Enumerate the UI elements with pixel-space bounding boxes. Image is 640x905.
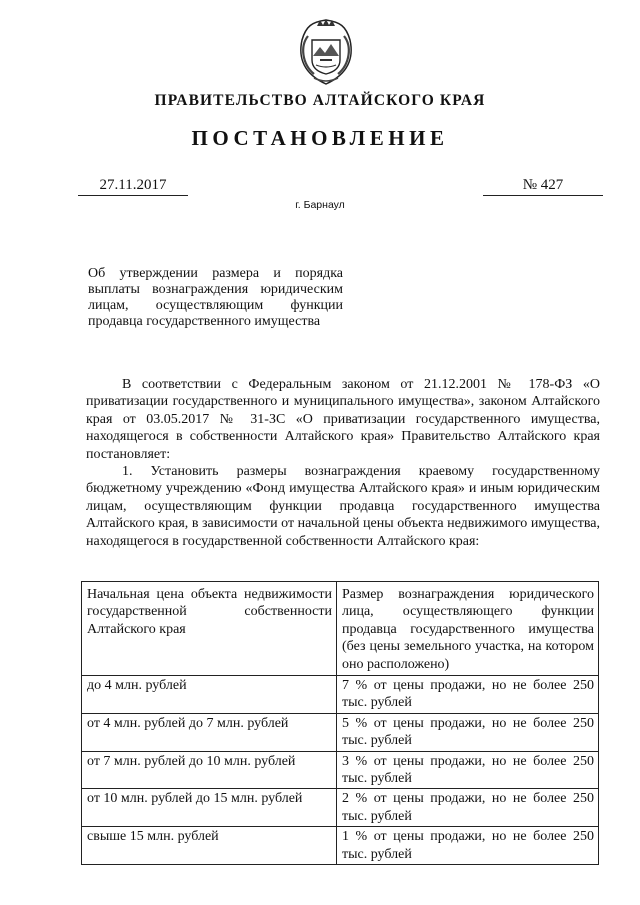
coat-of-arms-icon bbox=[290, 16, 362, 88]
table-cell: 7 % от цены продажи, но не более 250 тыс. рублей bbox=[337, 676, 599, 714]
clause-1-paragraph: 1. Установить размеры вознаграждения краевому государственному бюджетному учреждению «Фонд имущества Алтайского края» и иным юридическим лицам, осуществляющим функции продавца государственного имущества Алтайского края, в зависимости от начальной цены объекта недвижимого имущества, находящегося в государственной собственности Алтайского края: bbox=[86, 464, 600, 549]
table-header-cell: Начальная цена объекта недвижимости государственной собственности Алтайского края bbox=[82, 582, 337, 676]
table-cell: от 4 млн. рублей до 7 млн. рублей bbox=[82, 713, 337, 751]
government-title: ПРАВИТЕЛЬСТВО АЛТАЙСКОГО КРАЯ bbox=[154, 92, 486, 109]
table-row bbox=[82, 789, 599, 827]
table-cell: до 4 млн. рублей bbox=[82, 676, 337, 714]
table-row bbox=[82, 676, 599, 714]
table-cell: 2 % от цены продажи, но не более 250 тыс. рублей bbox=[337, 789, 599, 827]
table-cell: свыше 15 млн. рублей bbox=[82, 827, 337, 865]
fee-table bbox=[81, 581, 599, 865]
table-header-row bbox=[82, 582, 599, 676]
document-subject: Об утверждении размера и порядка выплаты вознаграждения юридическим лицам, осуществляющим функции продавца государственного имущества bbox=[88, 266, 343, 329]
table-row bbox=[82, 827, 599, 865]
table-row bbox=[82, 751, 599, 789]
document-body bbox=[86, 376, 600, 550]
document-city: г. Барнаул bbox=[295, 199, 345, 211]
table-header-cell: Размер вознаграждения юридического лица, осуществляющего функции продавца государственного имущества (без цены земельного участка, на котором оно расположено) bbox=[337, 582, 599, 676]
table-cell: от 10 млн. рублей до 15 млн. рублей bbox=[82, 789, 337, 827]
document-date: 27.11.2017 bbox=[78, 177, 188, 196]
table-cell: 5 % от цены продажи, но не более 250 тыс. рублей bbox=[337, 713, 599, 751]
table-row bbox=[82, 713, 599, 751]
table-cell: 3 % от цены продажи, но не более 250 тыс. рублей bbox=[337, 751, 599, 789]
table-cell: 1 % от цены продажи, но не более 250 тыс. рублей bbox=[337, 827, 599, 865]
document-type: ПОСТАНОВЛЕНИЕ bbox=[191, 126, 449, 150]
table-cell: от 7 млн. рублей до 10 млн. рублей bbox=[82, 751, 337, 789]
preamble-paragraph: В соответствии с Федеральным законом от 21.12.2001 № 178-ФЗ «О приватизации государственного и муниципального имущества», законом Алтайского края от 03.05.2017 № 31-ЗС «О приватизации государственного имущества, находящегося в собственности Алтайского края» Правительство Алтайского края постановляет: bbox=[86, 377, 600, 462]
document-number: № 427 bbox=[483, 177, 603, 196]
